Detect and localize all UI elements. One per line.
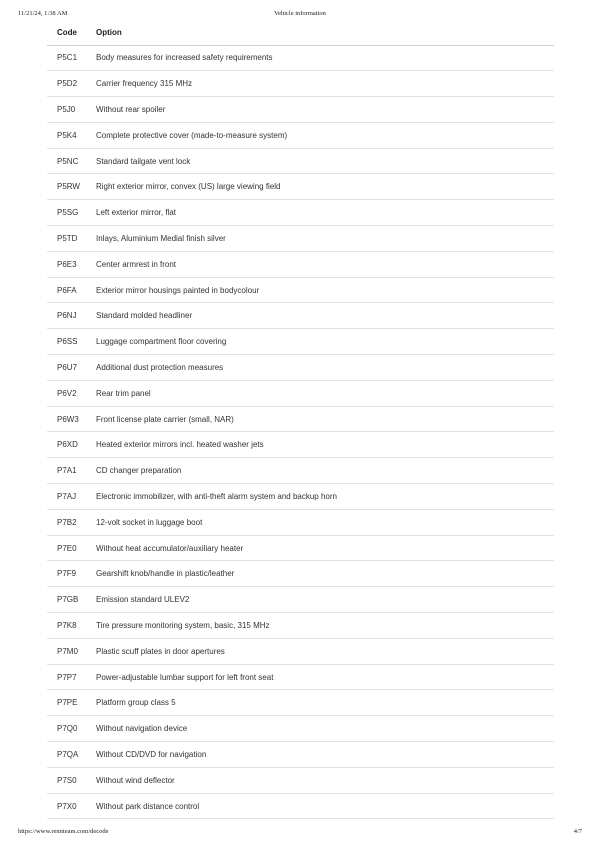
options-table-body <box>47 45 554 819</box>
table-row <box>47 277 554 303</box>
options-table <box>47 20 554 819</box>
option-code: P7PE <box>47 690 86 716</box>
option-code: P5TD <box>47 226 86 252</box>
table-row <box>47 690 554 716</box>
table-row <box>47 200 554 226</box>
option-code: P5RW <box>47 174 86 200</box>
option-code: P6NJ <box>47 303 86 329</box>
option-description: Power-adjustable lumbar support for left front seat <box>86 664 554 690</box>
option-code: P5J0 <box>47 97 86 123</box>
option-code: P7AJ <box>47 484 86 510</box>
option-description: Exterior mirror housings painted in bodycolour <box>86 277 554 303</box>
option-code: P7E0 <box>47 535 86 561</box>
option-code: P7QA <box>47 742 86 768</box>
table-row <box>47 122 554 148</box>
option-description: Standard tailgate vent lock <box>86 148 554 174</box>
option-description: Platform group class 5 <box>86 690 554 716</box>
table-header-row <box>47 20 554 45</box>
option-code: P7X0 <box>47 793 86 819</box>
option-code: P7M0 <box>47 638 86 664</box>
option-description: Without heat accumulator/auxiliary heater <box>86 535 554 561</box>
option-description: Heated exterior mirrors incl. heated washer jets <box>86 432 554 458</box>
column-header-option: Option <box>86 20 554 45</box>
option-description: Center armrest in front <box>86 251 554 277</box>
table-row <box>47 716 554 742</box>
option-description: Without rear spoiler <box>86 97 554 123</box>
footer-url: https://www.rennteam.com/decode <box>18 828 109 835</box>
option-code: P6W3 <box>47 406 86 432</box>
option-code: P6XD <box>47 432 86 458</box>
table-row <box>47 406 554 432</box>
option-description: Right exterior mirror, convex (US) large viewing field <box>86 174 554 200</box>
option-code: P6FA <box>47 277 86 303</box>
option-code: P7P7 <box>47 664 86 690</box>
option-code: P7S0 <box>47 767 86 793</box>
table-row <box>47 226 554 252</box>
table-row <box>47 509 554 535</box>
option-description: Without CD/DVD for navigation <box>86 742 554 768</box>
table-row <box>47 458 554 484</box>
option-code: P5SG <box>47 200 86 226</box>
option-description: Gearshift knob/handle in plastic/leather <box>86 561 554 587</box>
option-description: Body measures for increased safety requirements <box>86 45 554 71</box>
table-row <box>47 587 554 613</box>
option-code: P7Q0 <box>47 716 86 742</box>
option-description: CD changer preparation <box>86 458 554 484</box>
table-row <box>47 561 554 587</box>
table-row <box>47 638 554 664</box>
option-description: Left exterior mirror, flat <box>86 200 554 226</box>
option-description: Complete protective cover (made-to-measure system) <box>86 122 554 148</box>
option-description: Tire pressure monitoring system, basic, 315 MHz <box>86 613 554 639</box>
table-row <box>47 174 554 200</box>
option-code: P7K8 <box>47 613 86 639</box>
print-footer <box>0 828 600 840</box>
option-description: Carrier frequency 315 MHz <box>86 71 554 97</box>
option-description: Plastic scuff plates in door apertures <box>86 638 554 664</box>
option-description: Rear trim panel <box>86 380 554 406</box>
option-description: 12-volt socket in luggage boot <box>86 509 554 535</box>
table-row <box>47 380 554 406</box>
table-row <box>47 613 554 639</box>
table-row <box>47 793 554 819</box>
option-description: Front license plate carrier (small, NAR) <box>86 406 554 432</box>
option-description: Electronic immobilizer, with anti-theft alarm system and backup horn <box>86 484 554 510</box>
option-description: Additional dust protection measures <box>86 355 554 381</box>
option-description: Luggage compartment floor covering <box>86 329 554 355</box>
table-row <box>47 148 554 174</box>
table-row <box>47 535 554 561</box>
option-code: P6E3 <box>47 251 86 277</box>
option-code: P5D2 <box>47 71 86 97</box>
option-code: P7B2 <box>47 509 86 535</box>
table-row <box>47 251 554 277</box>
column-header-code: Code <box>47 20 86 45</box>
page-title: Vehicle information <box>274 10 326 17</box>
option-description: Without wind deflector <box>86 767 554 793</box>
table-row <box>47 71 554 97</box>
table-row <box>47 767 554 793</box>
print-date: 11/21/24, 1:38 AM <box>18 10 68 17</box>
table-row <box>47 303 554 329</box>
table-row <box>47 664 554 690</box>
table-row <box>47 45 554 71</box>
option-description: Standard molded headliner <box>86 303 554 329</box>
table-row <box>47 97 554 123</box>
option-code: P6U7 <box>47 355 86 381</box>
option-code: P7GB <box>47 587 86 613</box>
option-description: Without navigation device <box>86 716 554 742</box>
table-row <box>47 355 554 381</box>
table-row <box>47 742 554 768</box>
option-code: P6SS <box>47 329 86 355</box>
option-code: P5C1 <box>47 45 86 71</box>
table-row <box>47 432 554 458</box>
page-number: 4/7 <box>573 828 582 835</box>
option-code: P5K4 <box>47 122 86 148</box>
option-code: P6V2 <box>47 380 86 406</box>
option-code: P7F9 <box>47 561 86 587</box>
option-description: Emission standard ULEV2 <box>86 587 554 613</box>
option-code: P7A1 <box>47 458 86 484</box>
table-row <box>47 329 554 355</box>
option-description: Inlays, Aluminium Medial finish silver <box>86 226 554 252</box>
option-code: P5NC <box>47 148 86 174</box>
option-description: Without park distance control <box>86 793 554 819</box>
table-row <box>47 484 554 510</box>
